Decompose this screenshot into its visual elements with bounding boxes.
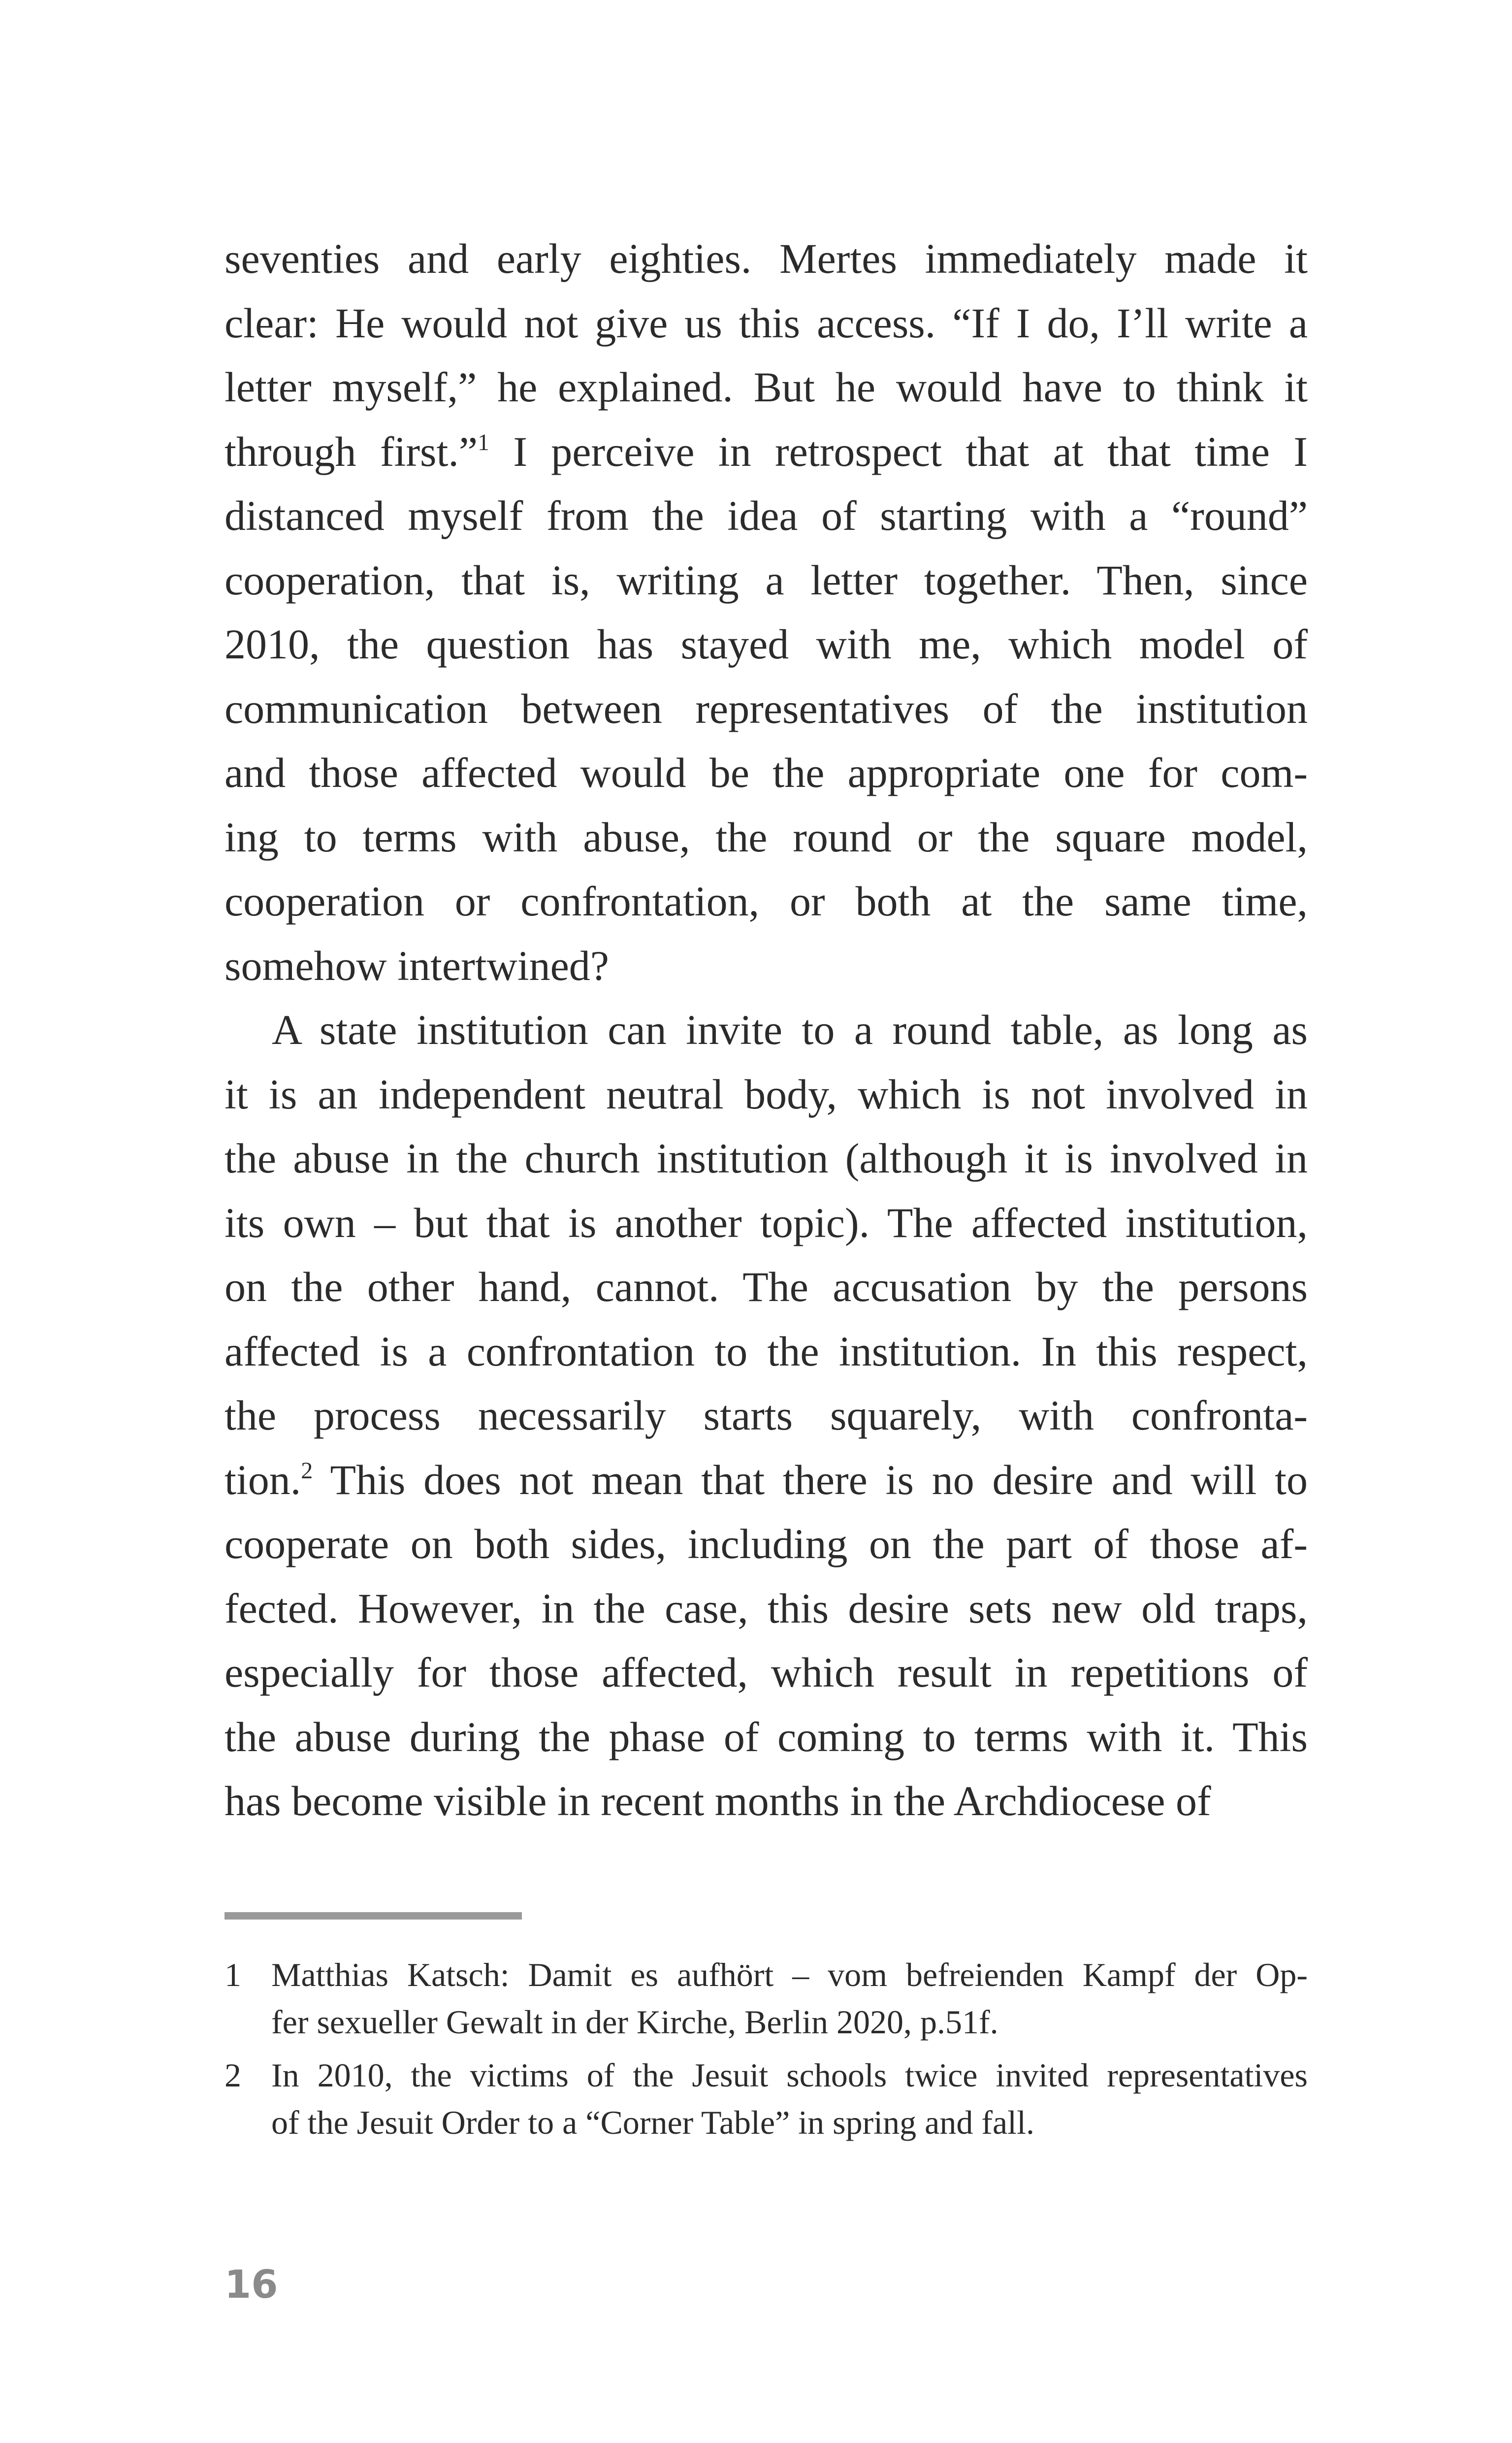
footnote-line: fer sexueller Gewalt in der Kirche, Berlin 2020, p.51f. <box>271 2003 998 2041</box>
footnote-line: In 2010, the victims of the Jesuit schools twice invited representatives <box>271 2056 1308 2094</box>
body-line: the abuse during the phase of coming to terms with it. This <box>225 1713 1308 1760</box>
footnote-line: of the Jesuit Order to a “Corner Table” in spring and fall. <box>271 2104 1034 2141</box>
body-line <box>225 420 1308 484</box>
body-text-segment: through first.” <box>225 427 478 475</box>
body-line: cooperation or confrontation, or both at the same time, <box>225 878 1308 925</box>
body-line: somehow intertwined? <box>225 942 609 989</box>
footnote-number: 1 <box>225 1956 241 1993</box>
body-text-segment: This does not mean that there is no desire and will to <box>313 1456 1308 1503</box>
body-line <box>225 1448 1308 1512</box>
footnote-line: Matthias Katsch: Damit es aufhört – vom befreienden Kampf der Op- <box>271 1956 1308 1993</box>
body-line: seventies and early eighties. Mertes immediately made it <box>225 235 1308 282</box>
body-line: clear: He would not give us this access. “If I do, I’ll write a <box>225 299 1308 347</box>
footnote-divider <box>225 1912 522 1920</box>
body-line: ing to terms with abuse, the round or the square model, <box>225 813 1308 861</box>
body-line: letter myself,” he explained. But he would have to think it <box>225 363 1308 411</box>
body-line: cooperation, that is, writing a letter together. Then, since <box>225 556 1308 604</box>
body-line: the abuse in the church institution (although it is involved in <box>225 1135 1308 1182</box>
body-text-segment: I perceive in retrospect that at that time I <box>489 427 1308 475</box>
body-line: on the other hand, cannot. The accusation by the persons <box>225 1263 1308 1310</box>
body-line: communication between representatives of the institution <box>225 684 1308 732</box>
body-line: fected. However, in the case, this desire sets new old traps, <box>225 1584 1308 1632</box>
footnote-1 <box>225 1951 1308 2046</box>
page-number: 16 <box>225 2263 278 2307</box>
body-text <box>225 227 1308 1833</box>
body-line: A state institution can invite to a round table, as long as <box>272 1006 1308 1053</box>
body-line: and those affected would be the appropriate one for com- <box>225 749 1308 796</box>
footnote-number: 2 <box>225 2056 241 2094</box>
body-line: 2010, the question has stayed with me, which model of <box>225 620 1308 668</box>
body-line: affected is a confrontation to the institution. In this respect, <box>225 1327 1308 1375</box>
footnote-reference-1[interactable]: 1 <box>478 429 490 456</box>
footnote-2 <box>225 2052 1308 2146</box>
body-line: it is an independent neutral body, which is not involved in <box>225 1070 1308 1118</box>
body-line: especially for those affected, which result in repetitions of <box>225 1649 1308 1696</box>
body-line: has become visible in recent months in the Archdiocese of <box>225 1777 1211 1824</box>
body-line: cooperate on both sides, including on the part of those af- <box>225 1520 1308 1567</box>
footnotes <box>225 1951 1308 2152</box>
footnote-reference-2[interactable]: 2 <box>301 1457 313 1484</box>
body-line: distanced myself from the idea of starting with a “round” <box>225 492 1308 539</box>
body-line: its own – but that is another topic). The affected institution, <box>225 1199 1308 1246</box>
body-text-segment: tion. <box>225 1456 301 1503</box>
body-line: the process necessarily starts squarely, with confronta- <box>225 1392 1308 1439</box>
